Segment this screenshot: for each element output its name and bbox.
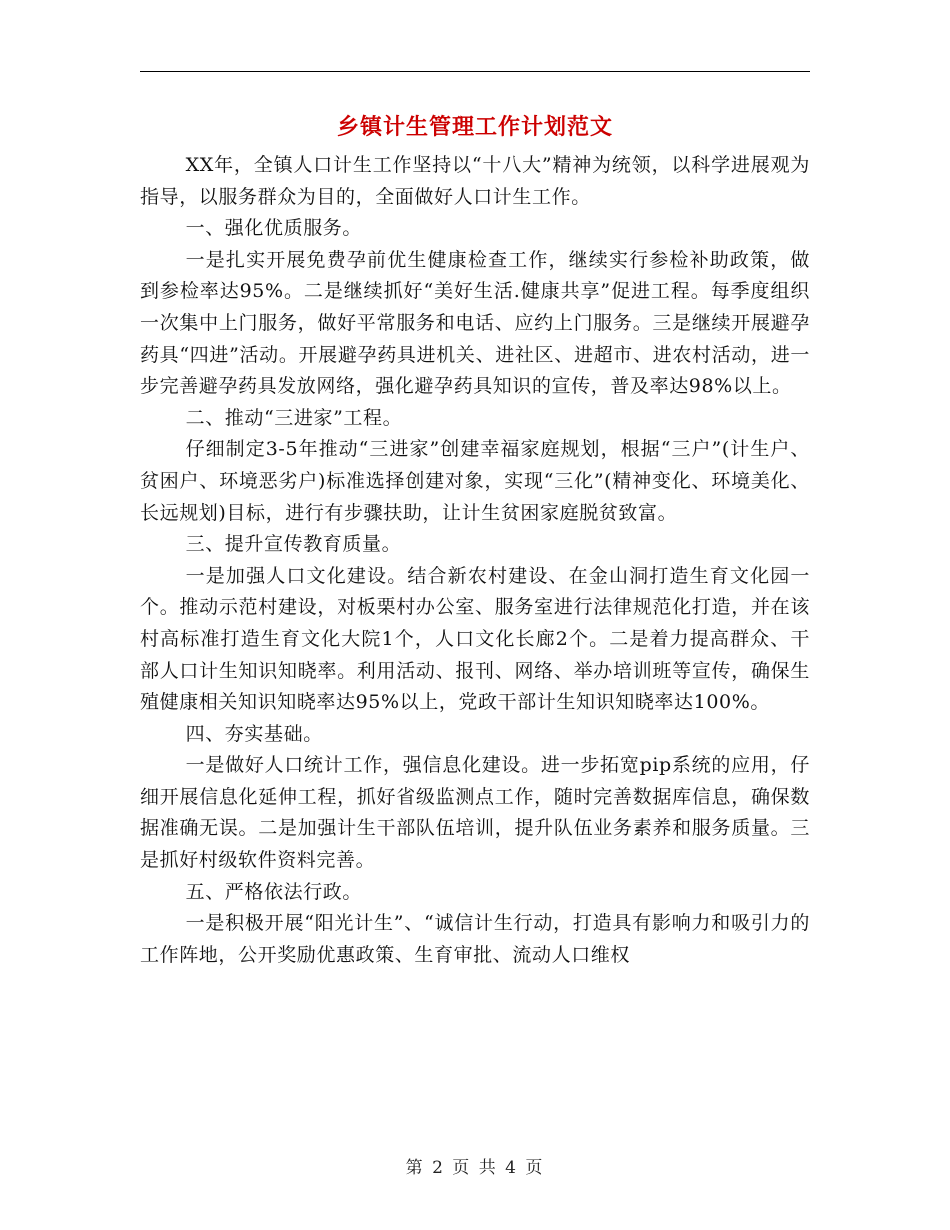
section-heading-5: 五、严格依法行政。: [185, 880, 362, 903]
section-body-3: 一是加强人口文化建设。结合新农村建设、在金山洞打造生育文化园一个。推动示范村建设，对板栗村办公室、服务室进行法律规范化打造，并在该村高标准打造生育文化大院1个，人口文化长廊2个。二是着力提高群众、干部人口计生知识知晓率。利用活动、报刊、网络、举办培训班等宣传，确保生殖健康相关知识知晓率达95%以上，党政干部计生知识知晓率达100%。: [140, 564, 810, 714]
header-rule: [140, 71, 810, 72]
section-heading-4: 四、夯实基础。: [185, 722, 323, 745]
section-body-4: 一是做好人口统计工作，强信息化建设。进一步拓宽pip系统的应用，仔细开展信息化延伸工程，抓好省级监测点工作，随时完善数据库信息，确保数据准确无误。二是加强计生干部队伍培训，提升队伍业务素养和服务质量。三是抓好村级软件资料完善。: [140, 754, 810, 872]
document-body: [140, 150, 810, 971]
section-heading-2: 二、推动“三进家”工程。: [185, 406, 403, 429]
section-heading-1: 一、强化优质服务。: [185, 217, 362, 240]
document-title: 乡镇计生管理工作计划范文: [336, 114, 613, 140]
section-body-5: 一是积极开展“阳光计生”、“诚信计生行动，打造具有影响力和吸引力的工作阵地，公开奖励优惠政策、生育审批、流动人口维权: [140, 912, 810, 966]
section-body-2: 仔细制定3-5年推动“三进家”创建幸福家庭规划，根据“三户”(计生户、贫困户、环境恶劣户)标准选择创建对象，实现“三化”(精神变化、环境美化、长远规划)目标，进行有步骤扶助，让计生贫困家庭脱贫致富。: [140, 438, 810, 524]
section-heading-3: 三、提升宣传教育质量。: [185, 533, 402, 556]
section-body-1: 一是扎实开展免费孕前优生健康检查工作，继续实行参检补助政策，做到参检率达95%。二是继续抓好“美好生活.健康共享”促进工程。每季度组织一次集中上门服务，做好平常服务和电话、应约上门服务。三是继续开展避孕药具“四进”活动。开展避孕药具进机关、进社区、进超市、进农村活动，进一步完善避孕药具发放网络，强化避孕药具知识的宣传，普及率达98%以上。: [140, 248, 810, 398]
page-number-footer: 第 2 页 共 4 页: [405, 1158, 545, 1178]
intro-paragraph: XX年，全镇人口计生工作坚持以“十八大”精神为统领，以科学进展观为指导，以服务群众为目的，全面做好人口计生工作。: [140, 154, 810, 208]
